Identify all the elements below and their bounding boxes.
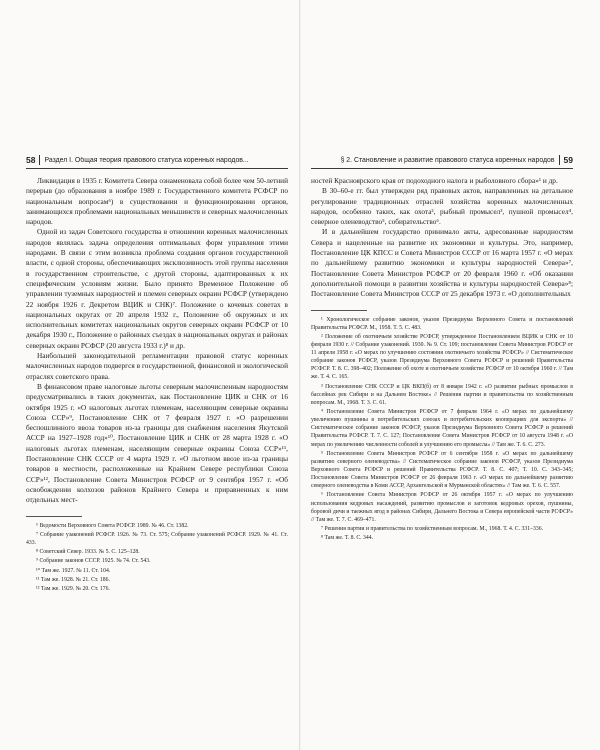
footnote: ⁴ Постановление Совета Министров РСФСР от 7 февраля 1964 г. «О мерах по дальнейшему увеличению пушнины в потребительских союзах и потребительских кооперациях для экспорта» // Систематическое собрание законов РСФСР, указов Президиума Верховного Совета РСФСР и решений Правительства РСФСР. Т. 7. С. 127; Постановление Совета Министров РСФСР от 10 августа 1948 г. «О мерах по увеличению численности соболей и улучшению его промысла» // Там же. Т. 6. С. 273.: [311, 409, 573, 448]
left-body-text: [26, 176, 288, 506]
left-running-head-title: Раздел I. Общая теория правового статуса коренных народов...: [44, 156, 249, 164]
right-body-text: [311, 176, 573, 300]
right-page-number: 59: [563, 155, 573, 165]
paragraph: В 30–60-е гг. был утвержден ряд правовых актов, направленных на детальное регулирование традиционных отраслей хозяйства коренных малочисленных народов, особенно таких, как охота², рыбный промысел³, пушной промысел⁴, северное оленеводство⁵, собирательство⁶.: [311, 186, 573, 227]
running-head-separator: [559, 155, 560, 165]
footnote: ¹ Хронологическое собрание законов, указов Президиума Верховного Совета и постановлений Правительства РСФСР. М., 1958. Т. 5. С. 483.: [311, 316, 573, 331]
right-footnotes: [311, 316, 573, 543]
footnote: ⁷ Собрание узаконений РСФСР. 1926. № 73. Ст. 575; Собрание узаконений РСФСР. 1929. № 41. Ст. 433.: [26, 531, 288, 546]
footnote: ⁶ Ведомости Верховного Совета РСФСР. 1989. № 46. Ст. 1382.: [36, 522, 189, 529]
footnote: ⁵ Постановление Совета Министров РСФСР от 6 сентября 1958 г. «О мерах по дальнейшему развитию северного оленеводства» // Систематическое собрание законов РСФСР, указов Президиума Верховного Совета РСФСР и решений Правительства РСФСР. Т. 8. С. 407; Т. 10. С. 343–345; Постановление Совета Министров РСФСР от 26 февраля 1963 г. «О мерах по дальнейшему развитию северного оленеводства в Коми АССР, Архангельской и Мурманской областях» // Там же. Т. 6. С. 557.: [311, 450, 573, 490]
left-page-number: 58: [26, 155, 36, 165]
footnote-rule: [311, 310, 367, 311]
footnote: ³ Постановление СНК СССР и ЦК ВКП(б) от 8 января 1942 г. «О развитии рыбных промыслов в бассейнах рек Сибири и на Дальнем Востоке» // Решения партии и правительства по хозяйственным вопросам. М., 1968. Т. 3. С. 61.: [311, 383, 573, 406]
running-head-separator: [39, 155, 40, 165]
left-footnotes: [26, 522, 288, 594]
footnote: ² Положение об охотничьем хозяйстве РСФСР, утвержденное Постановлением ВЦИК и СНК от 10 февраля 1930 г. // Собрание узаконений. 1930. № 9. Ст. 109; постановление Совета Министров РСФСР от 11 апреля 1958 г. «О мерах по улучшению состояния охотничьего хозяйства РСФСР» // Систематическое собрание законов РСФСР, указов Президиума Верховного Совета РСФСР и решений Правительства РСФСР. Т. 8. С. 398–402; Положение об охоте и охотничьем хозяйстве РСФСР от 10 октября 1960 г. // Там же. Т. 4. С. 165.: [311, 333, 573, 381]
footnote: ¹² Там же. 1929. № 20. Ст. 176.: [36, 586, 110, 593]
footnote: ¹⁰ Там же. 1927. № 11. Ст. 104.: [36, 567, 111, 574]
right-running-head: [311, 153, 573, 169]
paragraph: Наибольшей законодательной регламентации правовой статус коренных малочисленных народов подвергся в государственной, финансовой и экологической отраслях советского права.: [26, 351, 288, 381]
left-running-head: [26, 153, 288, 169]
footnote: ⁸ Советский Север. 1933. № 5. С. 125–128.: [36, 549, 140, 556]
footnote: ⁷ Решения партии и правительства по хозяйственным вопросам. М., 1968. Т. 4. С. 331–336.: [321, 526, 544, 533]
footnote: ⁸ Там же. Т. 8. С. 344.: [321, 535, 374, 542]
paragraph: И в дальнейшем государство принимало акты, адресованные народностям Севера и нацеленные на развитие их экономики и культуры. Это, например, Постановление ЦК КПСС и Совета Министров СССР от 16 марта 1957 г. «О мерах по дальнейшему развитию экономики и культуры народностей Севера»⁷, Постановление Совета Министров РСФСР от 20 февраля 1960 г. «Об оказании дополнительной помощи в развитии хозяйства и культуры народностей Севера»⁸; Постановление Совета Министров СССР от 25 декабря 1973 г. «О дополнительных: [311, 227, 573, 299]
right-running-head-title: § 2. Становление и развитие правового статуса коренных народов: [340, 156, 555, 164]
left-page: [26, 0, 288, 750]
footnote: ¹¹ Там же. 1928. № 21. Ст. 186.: [36, 577, 110, 583]
paragraph: Ликвидация в 1935 г. Комитета Севера ознаменовала собой более чем 50-летний перерыв (до образования в ноябре 1989 г. Государственного комитета РСФСР по национальным вопросам⁶) в существовании и функционировании органов, занимающихся проблемами национальных меньшинств и северных малочисленных народов.: [26, 176, 288, 227]
footnote-rule: [26, 516, 82, 517]
paragraph: ностей Красноярского края от подоходного налога и рыболовного сбора»¹ и др.: [311, 176, 558, 185]
right-page: [311, 0, 573, 750]
paragraph: Одной из задач Советского государства в отношении коренных малочисленных народов являлась задача определения оптимальных форм управления этими народами. В связи с этим возникла проблема создания органов государственной власти, с одной стороны, обеспечивающих эксклюзивность этой группы населения в государственном строительстве, с другой стороны, адаптированных к их специфическим условиям жизни. Было принято Временное Положение об управлении туземных народностей и племен северных окраин РСФСР (утверждено 22 ноября 1926 г. Декретом ВЦИК и СНК)⁷. Положение о кочевых советах в национальных округах от 20 апреля 1932 г., Положение об окружных и их исполнительных комитетах национальных округов северных окраин РСФСР от 10 декабря 1930 г., Положение о районных съездах в национальных округах и районах северных окраин РСФСР (20 августа 1933 г.)⁸ и др.: [26, 227, 288, 350]
footnote: ⁹ Собрание законов СССР. 1925. № 74. Ст. 543.: [36, 558, 151, 565]
footnote: ⁶ Постановление Совета Министров РСФСР от 26 октября 1957 г. «О мерах по улучшению использования кедровых насаждений, развитию промыслов и заготовок кедровых орехов, пушнины, боровой дичи и таежных ягод в районах Сибири, Дальнего Востока и Севера европейской части РСФСР» // Там же. Т. 7. С. 469–471.: [311, 492, 573, 523]
page-gutter: [299, 0, 301, 750]
paragraph: В финансовом праве налоговые льготы северным малочисленным народностям предусматривались в таких документах, как Постановление ЦИК и СНК от 16 октября 1925 г. «О налоговых льготах племенам, населяющим северные окраины Союза ССР»⁹, Постановление СНК от 7 февраля 1927 г. «О разрешении беспошлинного ввоза товаров из-за границы для снабжения населения Якутской АССР на 1927–1928 год»¹⁰, Постановление ЦИК и СНК от 28 марта 1928 г. «О налоговых льготах племенам, населяющим северные окраины Союза ССР»¹¹, Постановление СНК СССР от 4 марта 1929 г. «О льготном ввозе из-за границы товаров в местности, расположенные на Крайнем Севере республики Союза ССР»¹², Постановление Совета Министров РСФСР от 9 сентября 1957 г. «Об освобождении колхозов районов Крайнего Севера и приравненных к ним отдельных мест-: [26, 381, 288, 505]
